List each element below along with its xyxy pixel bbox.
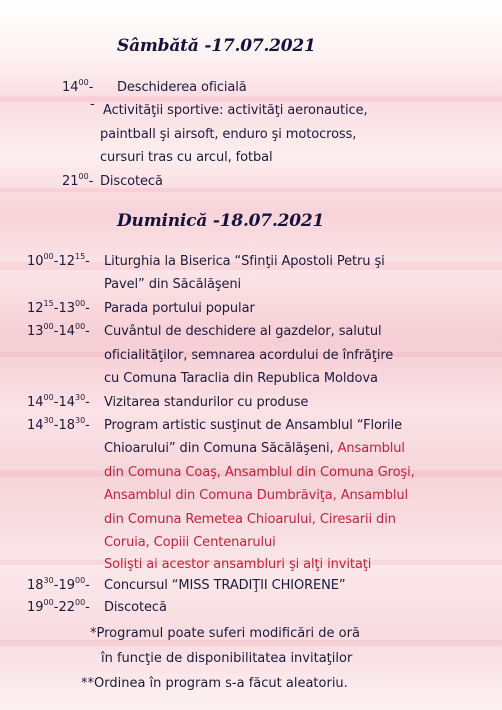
ensemble-list: din Comuna Remetea Chioarului, Ciresarii din (104, 512, 396, 527)
ensemble-name: Ansamblul (337, 441, 405, 456)
bullet-dash: - (90, 97, 95, 112)
schedule-item-text: Discotecă (100, 174, 163, 189)
footnote: *Programul poate suferi modificări de oră (90, 626, 360, 641)
schedule-item-text: Pavel” din Săcălăşeni (104, 277, 242, 292)
schedule-item-text: Cuvântul de deschidere al gazdelor, salutul (104, 324, 382, 339)
time-range: $21^{00}-$ (62, 172, 94, 189)
schedule-item-text: Program artistic susţinut de Ansamblul “Florile (104, 418, 402, 433)
schedule-item-text (104, 440, 405, 458)
footnote: **Ordinea în program s-a făcut aleatoriu. (81, 676, 348, 691)
schedule-item-text: Concursul “MISS TRADIŢII CHIORENE” (104, 578, 346, 593)
schedule-item-text: oficialităţilor, semnarea acordului de înfrăţire (104, 348, 394, 363)
saturday-heading: Sâmbătă -17.07.2021 (117, 36, 316, 56)
sunday-heading: Duminică -18.07.2021 (117, 211, 325, 231)
schedule-item-text: cursuri tras cu arcul, fotbal (100, 150, 273, 165)
time-range: $14^{30}-18^{30}-$ (27, 416, 90, 433)
time-range: $14^{00}-14^{30}-$ (27, 393, 90, 410)
schedule-item-text: paintball şi airsoft, enduro şi motocross, (100, 127, 357, 142)
schedule-item-text: Parada portului popular (104, 301, 255, 316)
ensemble-list: Coruia, Copiii Centenarului (104, 535, 276, 550)
schedule-item-text: cu Comuna Taraclia din Republica Moldova (104, 371, 378, 386)
footnote: în funcţie de disponibilitatea invitaţilor (101, 651, 353, 666)
schedule-item-text: Deschiderea oficială (117, 80, 247, 95)
time-range: $12^{15}-13^{00}-$ (27, 299, 90, 316)
ensemble-list: Ansamblul din Comuna Dumbrăviţa, Ansamblul (104, 488, 409, 503)
schedule-item-text: Vizitarea standurilor cu produse (104, 395, 309, 410)
time-range: $18^{30}-19^{00}-$ (27, 576, 90, 593)
time-range: $19^{00}-22^{00}-$ (27, 598, 90, 615)
schedule-item-text: Chioarului” din Comuna Săcălăşeni, (104, 441, 334, 456)
ensemble-list: din Comuna Coaş, Ansamblul din Comuna Groşi, (104, 465, 415, 480)
time-range: $10^{00}-12^{15}-$ (27, 252, 90, 269)
ensemble-list: Solişti ai acestor ansambluri şi alţi invitaţi (104, 557, 372, 572)
schedule-item-text: Liturghia la Biserica “Sfinţii Apostoli Petru şi (104, 254, 385, 269)
time-range: $13^{00}-14^{00}-$ (27, 322, 90, 339)
time-range: $14^{00}-$ (62, 78, 94, 95)
schedule-item-text: Activităţii sportive: activităţi aeronautice, (103, 103, 368, 118)
schedule-item-text: Discotecă (104, 600, 167, 615)
